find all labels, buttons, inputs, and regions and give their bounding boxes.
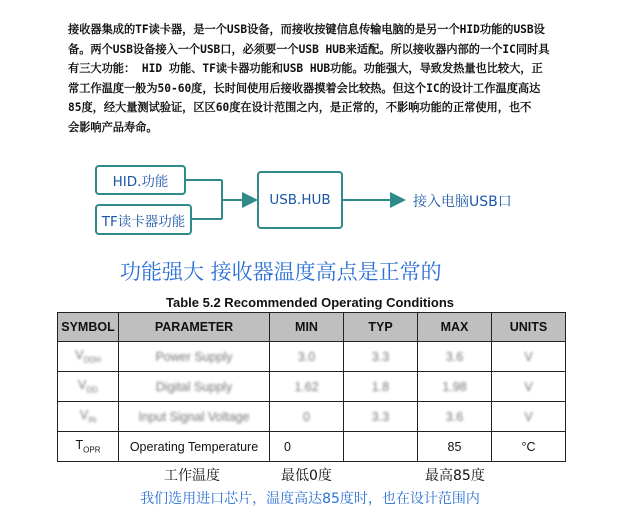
- footer-note: 我们选用进口芯片，温度高达85度时，也在设计范围内: [140, 491, 480, 507]
- column-header: MAX: [418, 313, 492, 342]
- paragraph-line: 常工作温度一般为50-60度，长时间使用后接收器摸着会比较热。但这个IC的设计工作温度高达: [68, 81, 541, 95]
- paragraph-line: 备。两个USB设备接入一个USB口，必须要一个USB HUB来适配。所以接收器内部的一个IC同时具: [68, 42, 550, 56]
- units-cell: V: [492, 372, 566, 402]
- min-temp-label: 最低0度: [281, 468, 332, 484]
- hid-function-box: HID.功能: [95, 165, 186, 195]
- paragraph-line: 有三大功能： HID 功能、TF读卡器功能和USB HUB功能。功能强大，导致发热量也比较大，正: [68, 62, 543, 76]
- max-temp-label: 最高85度: [425, 468, 485, 484]
- min-cell: 1.62: [270, 372, 344, 402]
- typ-cell: 3.3: [344, 342, 418, 372]
- column-header: MIN: [270, 313, 344, 342]
- max-cell: 85: [418, 432, 492, 462]
- column-header: TYP: [344, 313, 418, 342]
- operating-conditions-table: [57, 312, 566, 462]
- headline: 功能强大 接收器温度高点是正常的: [120, 260, 442, 284]
- symbol-cell: $V_{DDH}$: [58, 342, 119, 372]
- table-title: Table 5.2 Recommended Operating Conditions: [166, 295, 454, 310]
- usb-port-label: 接入电脑USB口: [413, 194, 512, 210]
- table-header-row: [58, 313, 566, 342]
- symbol-cell: $V_{DD}$: [58, 372, 119, 402]
- typ-cell: 1.8: [344, 372, 418, 402]
- parameter-cell: Operating Temperature: [119, 432, 270, 462]
- parameter-cell: Power Supply: [119, 342, 270, 372]
- symbol-cell: $T_{OPR}$: [58, 432, 119, 462]
- units-cell: V: [492, 342, 566, 372]
- work-temp-label: 工作温度: [164, 468, 220, 484]
- symbol-cell: $V_{IN}$: [58, 402, 119, 432]
- column-header: SYMBOL: [58, 313, 119, 342]
- max-cell: 3.6: [418, 402, 492, 432]
- tf-reader-box: TF读卡器功能: [95, 204, 192, 235]
- table-row: [58, 342, 566, 372]
- typ-cell: [344, 432, 418, 462]
- paragraph-line: 会影响产品寿命。: [68, 120, 158, 134]
- max-cell: 3.6: [418, 342, 492, 372]
- min-cell: 3.0: [270, 342, 344, 372]
- usb-hub-box: USB.HUB: [257, 171, 343, 229]
- min-cell: 0: [270, 402, 344, 432]
- units-cell: °C: [492, 432, 566, 462]
- min-cell: 0: [270, 432, 344, 462]
- table-row: [58, 402, 566, 432]
- function-diagram: [0, 0, 620, 250]
- column-header: UNITS: [492, 313, 566, 342]
- paragraph-line: 85度，经大量测试验证，区区60度在设计范围之内，是正常的，不影响功能的正常使用，也不: [68, 101, 532, 115]
- parameter-cell: Input Signal Voltage: [119, 402, 270, 432]
- paragraph-line: 接收器集成的TF读卡器，是一个USB设备，而接收按键信息传输电脑的是另一个HID功能的USB设: [68, 23, 545, 36]
- parameter-cell: Digital Supply: [119, 372, 270, 402]
- table-row: [58, 372, 566, 402]
- typ-cell: 3.3: [344, 402, 418, 432]
- column-header: PARAMETER: [119, 313, 270, 342]
- units-cell: V: [492, 402, 566, 432]
- table-row: [58, 432, 566, 462]
- max-cell: 1.98: [418, 372, 492, 402]
